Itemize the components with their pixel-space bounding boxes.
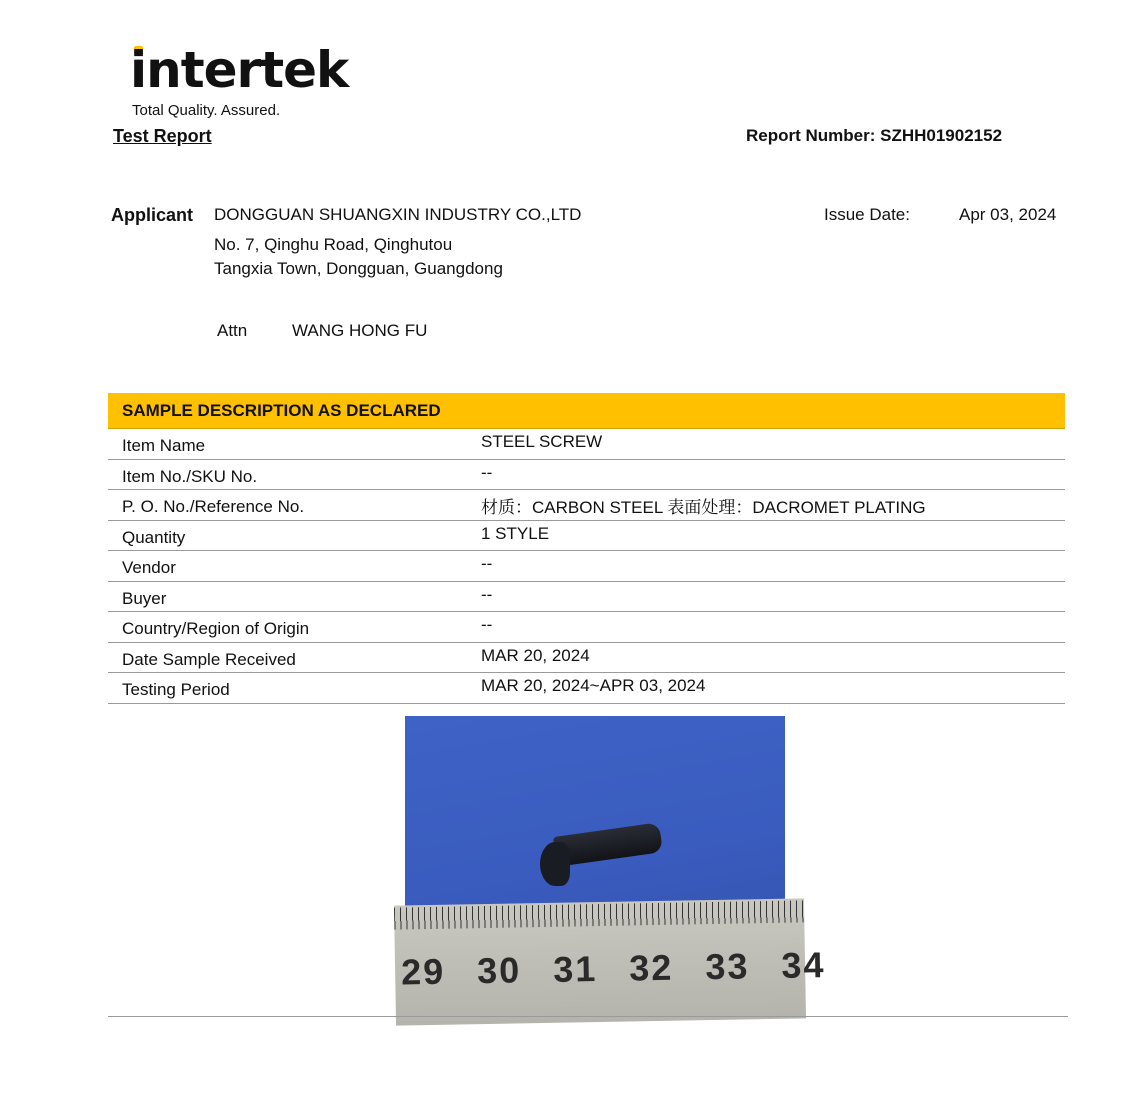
row-value: -- xyxy=(481,584,493,604)
table-row xyxy=(108,490,1065,521)
row-key: Country/Region of Origin xyxy=(122,619,310,638)
ruler-number: 31 xyxy=(552,948,598,990)
ruler-number: 29 xyxy=(400,950,446,993)
row-value: 1 STYLE xyxy=(481,523,550,543)
applicant-name: DONGGUAN SHUANGXIN INDUSTRY CO.,LTD xyxy=(214,205,582,224)
row-key: Item Name xyxy=(122,436,206,455)
ruler-number: 33 xyxy=(704,945,750,988)
applicant-address-line2: Tangxia Town, Dongguan, Guangdong xyxy=(214,259,503,278)
row-key: Date Sample Received xyxy=(122,649,296,669)
row-value: -- xyxy=(481,462,493,482)
sample-section-header xyxy=(108,393,1065,429)
ruler xyxy=(394,898,826,1025)
row-value: -- xyxy=(481,615,493,634)
applicant-address-line1: No. 7, Qinghu Road, Qinghutou xyxy=(214,235,453,254)
page-title: Test Report xyxy=(113,126,212,146)
row-value: STEEL SCREW xyxy=(481,432,603,451)
row-key: P. O. No./Reference No. xyxy=(122,497,305,516)
sample-photo xyxy=(400,716,826,1001)
logo-wordmark: intertek xyxy=(130,41,349,99)
table-row xyxy=(108,551,1065,582)
screw-head xyxy=(540,842,570,886)
intertek-logo xyxy=(130,40,370,125)
issue-date-label: Issue Date: xyxy=(824,205,910,224)
sample-description-table xyxy=(108,429,1065,704)
table-row xyxy=(108,582,1065,613)
table-row xyxy=(108,612,1065,643)
bottom-divider xyxy=(108,1016,1068,1017)
table-row xyxy=(108,673,1065,704)
attn-label: Attn xyxy=(217,321,248,340)
row-value: 材质：CARBON STEEL 表面处理：DACROMET PLATING xyxy=(481,498,926,517)
ruler-number: 32 xyxy=(628,946,674,989)
row-key: Testing Period xyxy=(122,680,230,699)
applicant-label: Applicant xyxy=(111,205,194,225)
ruler-number: 30 xyxy=(476,949,522,992)
table-row xyxy=(108,521,1065,552)
row-value: -- xyxy=(481,554,493,573)
table-row xyxy=(108,460,1065,491)
row-key: Buyer xyxy=(122,588,167,608)
ruler-ticks xyxy=(394,900,804,929)
ruler-number: 34 xyxy=(781,944,826,986)
ruler-numbers xyxy=(400,944,826,993)
row-key: Vendor xyxy=(122,558,176,577)
row-key: Item No./SKU No. xyxy=(122,466,258,486)
table-row xyxy=(108,643,1065,674)
sample-section-title: SAMPLE DESCRIPTION AS DECLARED xyxy=(122,401,441,420)
row-value: MAR 20, 2024~APR 03, 2024 xyxy=(481,676,706,695)
attn-value: WANG HONG FU xyxy=(292,321,428,340)
logo-tagline: Total Quality. Assured. xyxy=(132,102,281,119)
table-row xyxy=(108,429,1065,460)
report-number: Report Number: SZHH01902152 xyxy=(746,126,1003,145)
issue-date-value: Apr 03, 2024 xyxy=(959,205,1057,224)
row-key: Quantity xyxy=(122,527,186,547)
row-value: MAR 20, 2024 xyxy=(481,645,590,665)
